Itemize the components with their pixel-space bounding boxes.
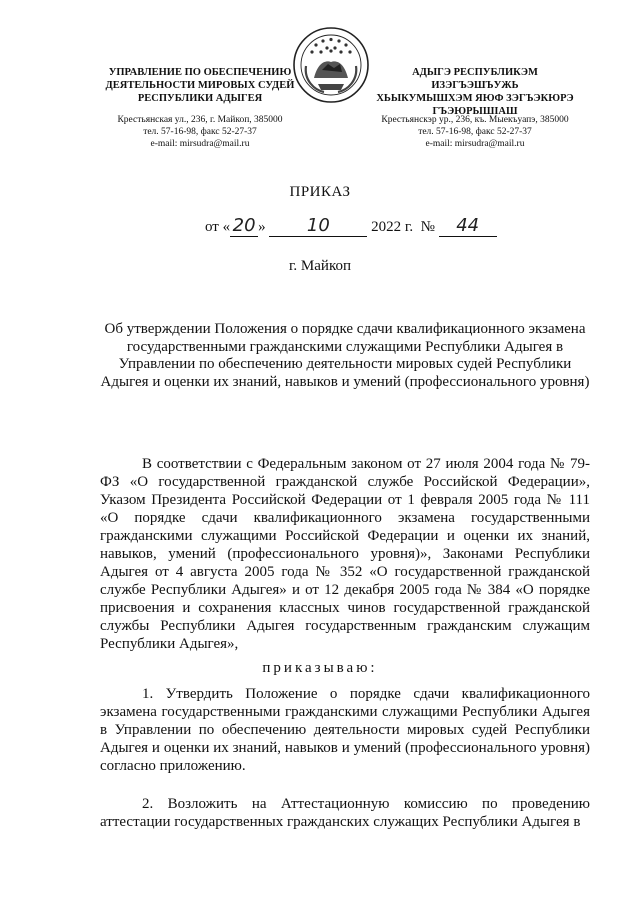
org-name-line: АДЫГЭ РЕСПУБЛИКЭМ ИЗЭГЪЭШЪУЖЬ — [412, 67, 538, 91]
email-line: e-mail: mirsudra@mail.ru — [150, 139, 250, 149]
document-number: 44 — [439, 216, 497, 237]
order-word: приказываю: — [262, 660, 378, 676]
city-line: г. Майкоп — [288, 258, 352, 274]
date-day: 20 — [230, 216, 258, 237]
org-name-line: ГЪЭЮРЫШІАШ — [432, 106, 518, 117]
document-subject: Об утверждении Положения о порядке сдачи квалификационного экзамена государственными гражданскими служащими Республики Адыгея в Управлении по обеспечению деятельности мировых судей Республики Адыгея и оценки их знаний, навыков и умений (профессионального уровня) — [100, 321, 590, 390]
address-block-russian — [100, 114, 300, 150]
org-name-line: ДЕЯТЕЛЬНОСТИ МИРОВЫХ СУДЕЙ — [105, 80, 295, 91]
address-line: Крестьянская ул., 236, г. Майкоп, 385000 — [117, 115, 283, 125]
date-month: 10 — [269, 216, 367, 237]
email-line: e-mail: mirsudra@mail.ru — [425, 139, 525, 149]
order-item-2: 2. Возложить на Аттестационную комиссию по проведению аттестации государственных гражданских служащих Республики Адыгея в — [100, 796, 590, 830]
address-line: Крестьянскэр ур., 236, къ. Мыекъуапэ, 385000 — [381, 115, 569, 125]
org-name-russian — [100, 66, 300, 105]
date-year: 2022 г. — [371, 219, 414, 235]
republic-of-adygea-coat-of-arms-icon — [292, 26, 370, 104]
number-sign: № — [420, 219, 435, 235]
org-name-line: ХЬЫКУМЫШХЭМ ЯЮФ ЗЭГЪЭКЮРЭ — [376, 93, 574, 104]
date-number-line — [205, 216, 497, 237]
date-separator: » — [258, 219, 266, 235]
date-prefix: от « — [205, 219, 231, 235]
phone-line: тел. 57-16-98, факс 52-27-37 — [418, 127, 532, 137]
org-name-adyghe — [370, 66, 580, 118]
org-name-line: РЕСПУБЛИКИ АДЫГЕЯ — [137, 93, 263, 104]
order-item-1: 1. Утвердить Положение о порядке сдачи квалификационного экзамена государственными гражданскими служащими Республики Адыгея в Управлении по обеспечению деятельности мировых судей Республики Адыгея и оценки их знаний, навыков и умений (профессионального уровня) согласно приложению. — [100, 686, 590, 774]
org-name-line: УПРАВЛЕНИЕ ПО ОБЕСПЕЧЕНИЮ — [108, 67, 292, 78]
phone-line: тел. 57-16-98, факс 52-27-37 — [143, 127, 257, 137]
address-block-adyghe — [370, 114, 580, 150]
preamble-paragraph: В соответствии с Федеральным законом от 27 июля 2004 года № 79-ФЗ «О государственной гражданской службе Российской Федерации», Указом Президента Российской Федерации от 1 февраля 2005 года № 111 «О порядке сдачи квалификационного экзамена государственными гражданскими служащими Российской Федерации и оценки их знаний, навыков, умений (профессионального уровня)», Законами Республики Адыгея от 4 августа 2005 года № 352 «О государственной гражданской службе Республики Адыгея» и от 12 декабря 2005 года № 384 «О порядке присвоения и сохранения классных чинов государственной гражданской службы Республики Адыгея государственным гражданским служащим Республики Адыгея», — [100, 456, 590, 652]
document-title: ПРИКАЗ — [289, 184, 351, 200]
